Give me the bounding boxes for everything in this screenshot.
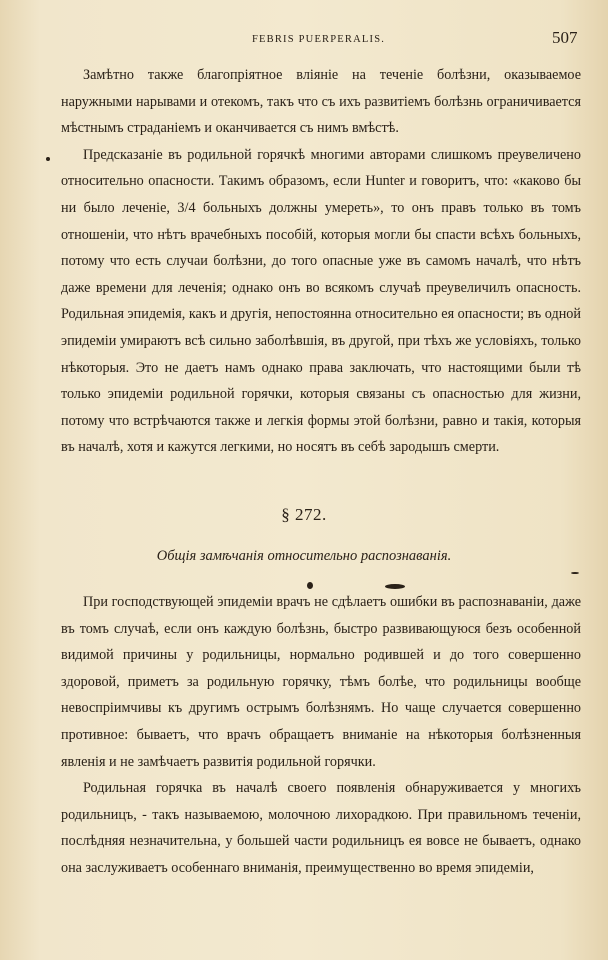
running-head — [0, 28, 608, 52]
section-number: § 272. — [281, 505, 327, 524]
running-title: FEBRIS PUERPERALIS. — [252, 34, 386, 45]
ink-blot — [571, 572, 579, 574]
paragraph-abscess-influence: Замѣтно также благопріятное вліяніе на теченіе болѣзни, оказываемое наружными нарывами и отекомъ, такъ что съ ихъ развитіемъ болѣзнь ограничивается мѣстнымъ страданіемъ и оканчивается съ нимъ вмѣстѣ. — [61, 67, 581, 137]
ink-blot — [385, 584, 405, 589]
ink-blot — [307, 582, 313, 589]
section-heading: Общія замѣчанія относительно распознаванія. — [156, 548, 452, 564]
paragraph-milk-fever: Родильная горячка въ началѣ своего появленія обнаруживается у многихъ родильницъ, - такъ называемою, молочною лихорадкою. При правильномъ теченіи, послѣдняя незначительна, у большей части родильницъ ея вовсе не бываетъ, однако она заслуживаетъ особеннаго вниманія, преимущественно во время эпидеміи, — [61, 780, 581, 876]
page-number: 507 — [552, 28, 578, 47]
text-block-bottom — [61, 589, 581, 882]
paragraph-diagnosis-epidemic: При господствующей эпидеміи врачъ не сдѣлаетъ ошибки въ распознаваніи, даже въ томъ случаѣ, если онъ каждую болѣзнь, быстро развивающуюся безъ особенной видимой причины у родильницы, нормально родившей и до того совершенно здоровой, приметъ за родильную горячку, тѣмъ болѣе, что родильницы вообще невоспріимчивы къ другимъ острымъ болѣзнямъ. Но чаще случается совершенно противное: бываетъ, что врачъ обращаетъ вниманіе на нѣкоторыя болѣзненныя явленія и не замѣчаетъ развитія родильной горячки. — [61, 594, 581, 770]
ink-blot — [46, 157, 50, 161]
paragraph-prognosis: Предсказаніе въ родильной горячкѣ многими авторами слишкомъ преувеличено относительно опасности. Такимъ образомъ, если Hunter и говоритъ, что: «каково бы ни было леченіе, 3/4 больныхъ должны умереть», то онъ правъ только въ томъ отношеніи, что нѣтъ врачебныхъ пособій, которыя могли бы спасти всѣхъ больныхъ, потому что есть случаи болѣзни, до того опасные уже въ самомъ началѣ, что нѣтъ даже времени для леченія; однако онъ во всякомъ случаѣ преувеличилъ опасность. Родильная эпидемія, какъ и другія, непостоянна относительно ея опасности; въ одной эпидеміи умираютъ всѣ сильно заболѣвшія, въ другой, при тѣхъ же условіяхъ, только нѣкоторыя. Это не даетъ намъ однако права заключать, что настоящими были тѣ только эпидеміи родильной горячки, которыя связаны съ опасностью для жизни, потому что встрѣчаются также и легкія формы этой болѣзни, равно и такія, которыя въ началѣ, хотя и кажутся легкими, но носятъ въ себѣ зародышъ смерти. — [61, 146, 581, 456]
text-block-top — [61, 62, 581, 461]
